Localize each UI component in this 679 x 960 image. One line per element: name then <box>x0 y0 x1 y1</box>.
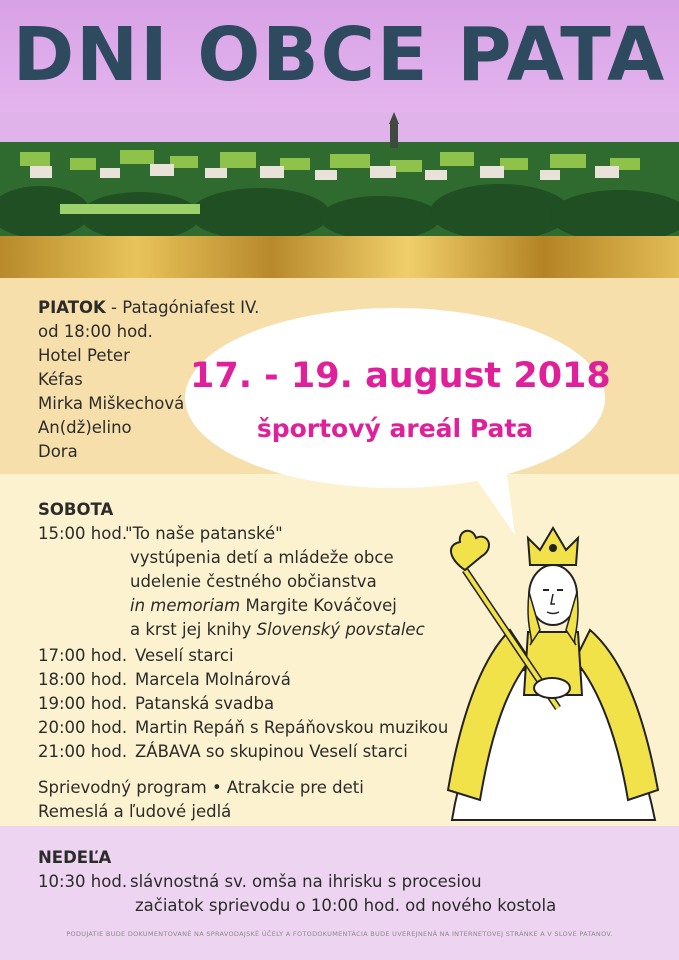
saturday-heading: SOBOTA <box>38 500 114 519</box>
program-line <box>130 594 397 618</box>
schedule-time: 19:00 hod. <box>38 694 128 713</box>
program-line: vystúpenia detí a mládeže obce <box>130 548 394 567</box>
procession-info: začiatok sprievodu o 10:00 hod. od nového kostola <box>135 896 557 915</box>
mass-description: slávnostná sv. omša na ihrisku s procesiou <box>130 872 482 891</box>
schedule-time: 18:00 hod. <box>38 670 128 689</box>
documentation-notice: PODUJATIE BUDE DOKUMENTOVANÉ NA SPRAVODAJSKÉ ÚČELY A FOTODOKUMENTÁCIA BUDE UVEREJNENÁ NA INTERNETOVEJ STRÁNKE A V SLOVE PATANOV. <box>66 930 613 938</box>
schedule-time: 10:30 hod. <box>38 872 128 891</box>
book-launch-text: a krst jej knihy <box>130 620 257 639</box>
friday-line: Hotel Peter <box>38 346 130 365</box>
crafts-food: Remeslá a ľudové jedlá <box>38 802 232 821</box>
event-dates: 17. - 19. august 2018 <box>190 356 611 396</box>
event-venue: športový areál Pata <box>256 414 534 443</box>
friday-festival: - Patagóniafest IV. <box>105 298 260 317</box>
friday-line: Mirka Miškechová <box>38 394 185 413</box>
schedule-desc: ZÁBAVA so skupinou Veselí starci <box>135 742 408 761</box>
sunday-heading: NEDEĽA <box>38 848 112 867</box>
friday-day: PIATOK <box>38 298 106 317</box>
schedule-time: 15:00 hod. <box>38 524 128 543</box>
schedule-time: 20:00 hod. <box>38 718 128 737</box>
in-memoriam-text: in memoriam <box>130 596 241 615</box>
friday-line: Dora <box>38 442 78 461</box>
program-title: "To naše patanské" <box>125 524 283 543</box>
program-line: udelenie čestného občianstva <box>130 572 377 591</box>
schedule-desc: Patanská svadba <box>135 694 275 713</box>
schedule-time: 21:00 hod. <box>38 742 128 761</box>
schedule-desc: Martin Repáň s Repáňovskou muzikou <box>135 718 449 737</box>
queen-illustration <box>440 520 665 830</box>
friday-line: An(dž)elino <box>38 418 132 437</box>
honoree-name: Margite Kováčovej <box>240 596 397 615</box>
poster-title: DNI OBCE PATA <box>12 12 667 98</box>
friday-line: od 18:00 hod. <box>38 322 153 341</box>
side-program: Sprievodný program • Atrakcie pre deti <box>38 778 364 797</box>
program-line <box>130 618 425 642</box>
friday-heading <box>38 296 259 320</box>
schedule-time: 17:00 hod. <box>38 646 128 665</box>
friday-line: Kéfas <box>38 370 83 389</box>
schedule-desc: Veselí starci <box>135 646 234 665</box>
schedule-desc: Marcela Molnárová <box>135 670 291 689</box>
book-title: Slovenský povstalec <box>256 620 425 639</box>
